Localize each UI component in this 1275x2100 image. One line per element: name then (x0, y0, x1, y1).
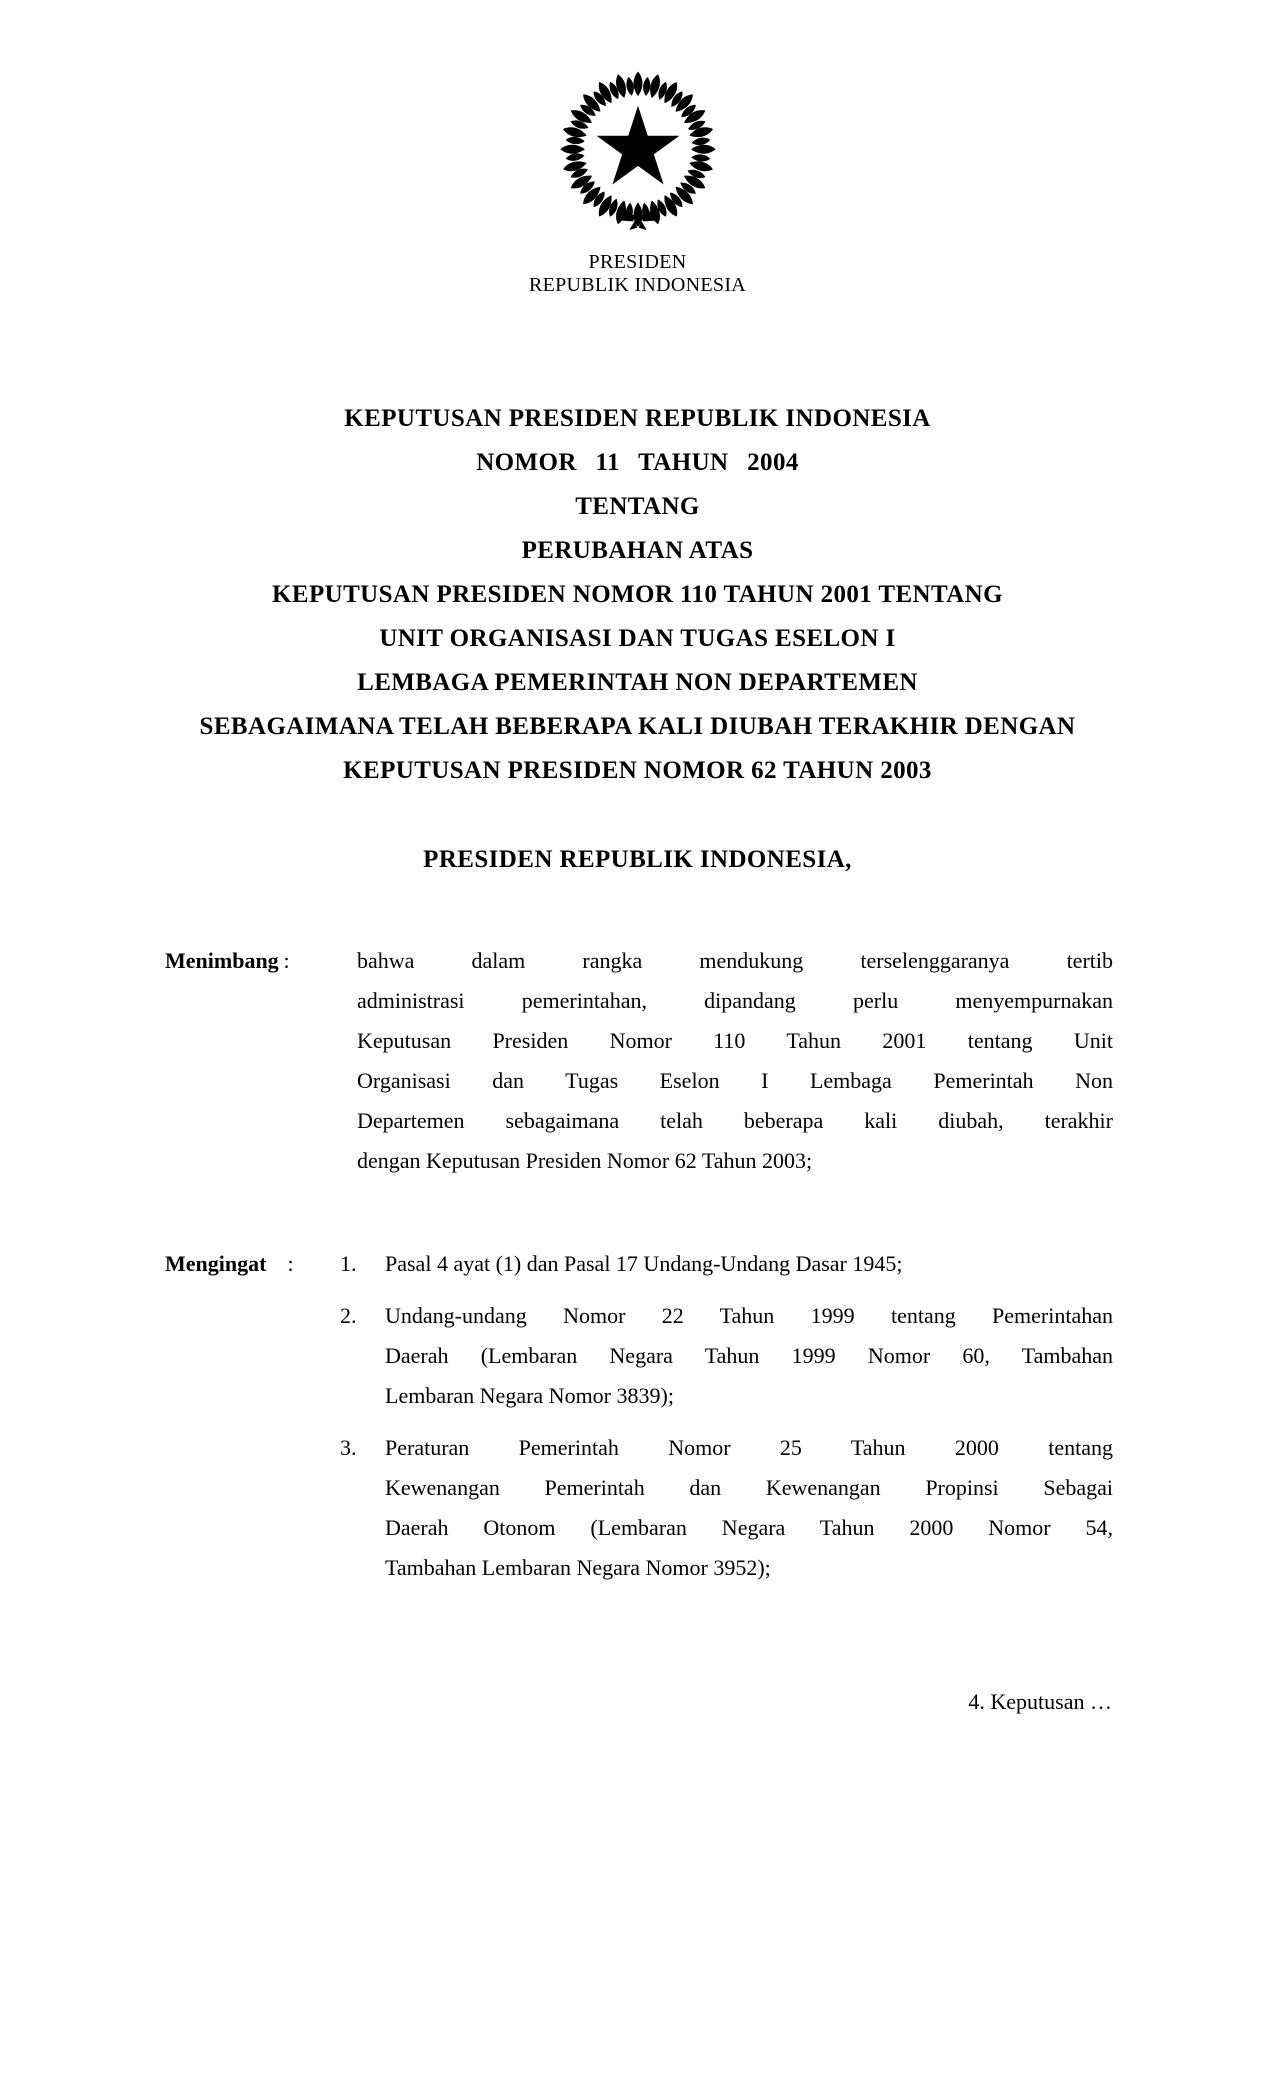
mengingat-item-line: Tambahan Lembaran Negara Nomor 3952); (385, 1555, 771, 1580)
mengingat-item-line: Kewenangan Pemerintah dan Kewenangan Propinsi Sebagai (385, 1475, 1113, 1500)
title-line: UNIT ORGANISASI DAN TUGAS ESELON I (379, 625, 896, 652)
catchword: 4. Keputusan … (968, 1689, 1112, 1714)
title-line: KEPUTUSAN PRESIDEN NOMOR 62 TAHUN 2003 (343, 757, 932, 784)
mengingat-item-line: Daerah (Lembaran Negara Tahun 1999 Nomor 60, Tambahan (385, 1343, 1113, 1368)
item-number: 2. (340, 1303, 357, 1328)
menimbang-line: Departemen sebagaimana telah beberapa kali diubah, terakhir (357, 1108, 1113, 1133)
title-line: PERUBAHAN ATAS (521, 537, 754, 564)
title-line: KEPUTUSAN PRESIDEN NOMOR 110 TAHUN 2001 TENTANG (272, 581, 1003, 608)
menimbang-line: Organisasi dan Tugas Eselon I Lembaga Pemerintah Non (357, 1068, 1113, 1093)
mengingat-item-3 (340, 1428, 1113, 1588)
item-number: 1. (340, 1251, 357, 1276)
menimbang-paragraph (357, 941, 1113, 1181)
menimbang-line: bahwa dalam rangka mendukung terselenggaranya tertib (357, 948, 1113, 973)
mengingat-label-text: Mengingat (165, 1251, 267, 1276)
mengingat-colon: : (287, 1251, 294, 1276)
title-line: NOMOR 11 TAHUN 2004 (476, 449, 799, 476)
menimbang-label-text: Menimbang (165, 948, 279, 973)
menimbang-colon: : (283, 948, 290, 973)
menimbang-line: Keputusan Presiden Nomor 110 Tahun 2001 tentang Unit (357, 1028, 1113, 1053)
menimbang-line: dengan Keputusan Presiden Nomor 62 Tahun 2003; (357, 1148, 813, 1173)
seal-caption-line: REPUBLIK INDONESIA (528, 274, 747, 296)
mengingat-item-line: Pasal 4 ayat (1) dan Pasal 17 Undang-Undang Dasar 1945; (385, 1251, 903, 1276)
seal-caption (0, 251, 1275, 297)
menimbang-label (165, 941, 290, 981)
decree-title (0, 397, 1275, 793)
title-line: LEMBAGA PEMERINTAH NON DEPARTEMEN (357, 669, 918, 696)
star-icon (596, 106, 679, 185)
mengingat-item-line: Daerah Otonom (Lembaran Negara Tahun 2000 Nomor 54, (385, 1515, 1113, 1540)
mengingat-item-1 (340, 1244, 1113, 1284)
menimbang-line: administrasi pemerintahan, dipandang perlu menyempurnakan (357, 988, 1113, 1013)
mengingat-item-2 (340, 1296, 1113, 1416)
title-line: KEPUTUSAN PRESIDEN REPUBLIK INDONESIA (344, 405, 931, 432)
opening-phrase: PRESIDEN REPUBLIK INDONESIA, (423, 846, 852, 873)
title-line: TENTANG (575, 493, 700, 520)
mengingat-label (165, 1244, 294, 1284)
mengingat-item-line: Lembaran Negara Nomor 3839); (385, 1383, 674, 1408)
mengingat-item-line: Peraturan Pemerintah Nomor 25 Tahun 2000 tentang (385, 1435, 1113, 1460)
mengingat-list (340, 1244, 1113, 1588)
mengingat-item-line: Undang-undang Nomor 22 Tahun 1999 tentang Pemerintahan (385, 1303, 1113, 1328)
presidential-seal-icon (558, 70, 718, 238)
seal-caption-line: PRESIDEN (588, 251, 687, 273)
title-line: SEBAGAIMANA TELAH BEBERAPA KALI DIUBAH TERAKHIR DENGAN (199, 713, 1076, 740)
item-number: 3. (340, 1435, 357, 1460)
